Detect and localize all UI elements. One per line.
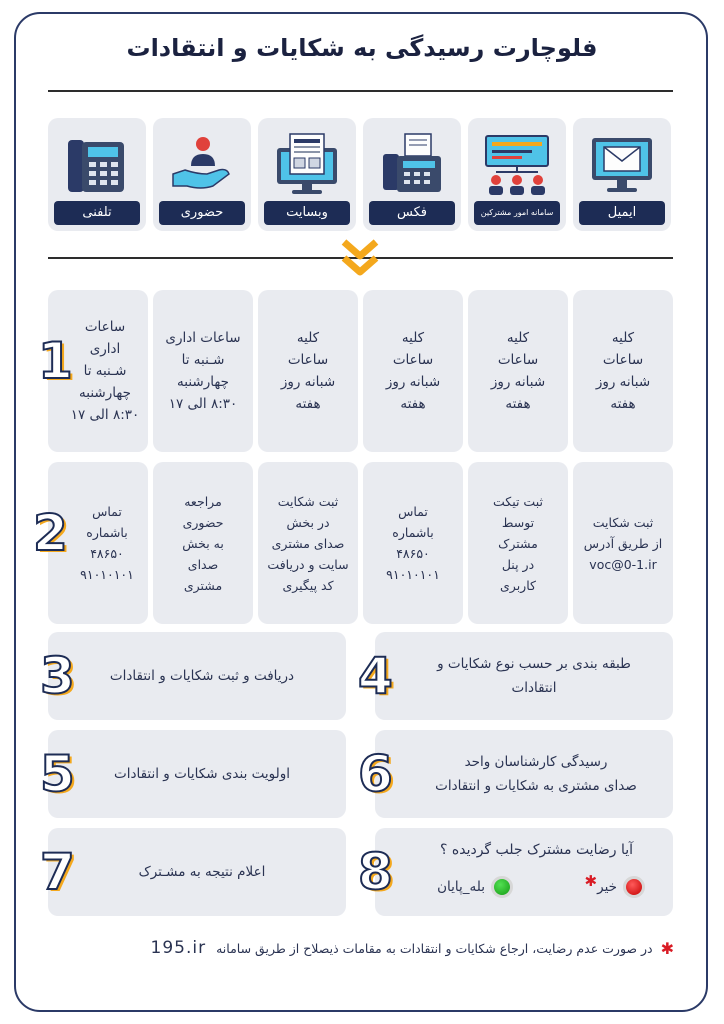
green-dot-icon (491, 876, 513, 898)
step-number-1: 1 (38, 332, 73, 390)
asterisk-icon: ✱ (660, 938, 674, 958)
footnote-text: در صورت عدم رضایت، ارجاع شکایات و انتقادات به مقامات ذیصلاح از طریق سامانه (216, 940, 653, 956)
channel-customer-system (468, 118, 566, 231)
step-5 (48, 730, 346, 818)
channel-label: فکس (369, 201, 455, 225)
option-yes-label: بله_پایان (437, 879, 485, 895)
step-6-text: رسیدگی کارشناسان واحد صدای مشتری به شکایات و انتقادات (435, 754, 637, 794)
channel-in-person (153, 118, 251, 231)
method-card: ثبت شکایت از طریق آدرس voc@0-1.ir (573, 462, 673, 624)
channel-website (258, 118, 356, 231)
step-number-6: 6 (358, 745, 393, 803)
red-dot-icon (623, 876, 645, 898)
step-number-4: 4 (358, 647, 393, 705)
in-person-icon (167, 130, 237, 198)
channel-label: حضوری (159, 201, 245, 225)
step-7-text: اعلام نتیجه به مشـترک (138, 864, 266, 880)
channel-label: سامانه امور مشترکین (474, 201, 560, 225)
step-number-7: 7 (40, 843, 75, 901)
option-no (584, 872, 645, 898)
website-icon (272, 130, 342, 198)
asterisk-icon: ✱ (584, 872, 598, 890)
step-number-3: 3 (40, 647, 75, 705)
step-7 (48, 828, 346, 916)
channels-row (48, 118, 673, 236)
email-monitor-icon (587, 130, 657, 198)
page-title: فلوچارت رسیدگی به شکایات و انتقادات (126, 34, 598, 62)
channel-fax (363, 118, 461, 231)
channel-phone (48, 118, 146, 231)
step-number-8: 8 (358, 843, 393, 901)
hours-card: ساعات اداری شـنبه تا چهارشنبه ۸:۳۰ الی ۱۷ (153, 290, 253, 452)
channel-email (573, 118, 671, 231)
telephone-icon (62, 130, 132, 198)
step-3-text: دریافت و ثبت شکایات و انتقادات (109, 668, 295, 684)
hours-card: کلیه ساعات شبانه روز هفته (363, 290, 463, 452)
method-card: ثبت تیکت توسط مشترک در پنل کاربری (468, 462, 568, 624)
step-number-2: 2 (33, 504, 68, 562)
customer-system-icon (482, 130, 552, 198)
divider-top (48, 90, 673, 92)
channel-label: وبسایت (264, 201, 350, 225)
channel-label: تلفنی (54, 201, 140, 225)
method-card: تماس باشماره ۴۸۶۵۰ ۹۱۰۱۰۱۰۱ (48, 462, 148, 624)
hours-card: کلیه ساعات شبانه روز هفته (468, 290, 568, 452)
method-card: مراجعه حضوری به بخش صدای مشتری (153, 462, 253, 624)
hours-card: ساعات اداری شـنبه تا چهارشنبه ۸:۳۰ الی ۱۷ (48, 290, 148, 452)
method-card: ثبت شکایت در بخش صدای مشتری سایت و دریافت کد پیگیری (258, 462, 358, 624)
option-yes (437, 876, 513, 898)
footnote (151, 938, 674, 958)
fax-icon (377, 130, 447, 198)
method-card: تماس باشماره ۴۸۶۵۰ ۹۱۰۱۰۱۰۱ (363, 462, 463, 624)
hours-card: کلیه ساعات شبانه روز هفته (573, 290, 673, 452)
chevron-down-icon (338, 238, 382, 280)
option-no-label: خیر (597, 879, 617, 895)
step-3 (48, 632, 346, 720)
hours-card: کلیه ساعات شبانه روز هفته (258, 290, 358, 452)
channel-label: ایمیل (579, 201, 665, 225)
step-number-5: 5 (40, 745, 75, 803)
step-4 (375, 632, 673, 720)
step-8 (375, 828, 673, 916)
step-4-text: طبقه بندی بر حسب نوع شکایات و انتقادات (437, 656, 631, 696)
satisfaction-question: آیا رضایت مشترک جلب گردیده ؟ (440, 842, 633, 858)
footnote-site: 195.ir (150, 938, 207, 958)
step-6 (375, 730, 673, 818)
step-5-text: اولویت بندی شکایات و انتقادات (114, 766, 290, 782)
